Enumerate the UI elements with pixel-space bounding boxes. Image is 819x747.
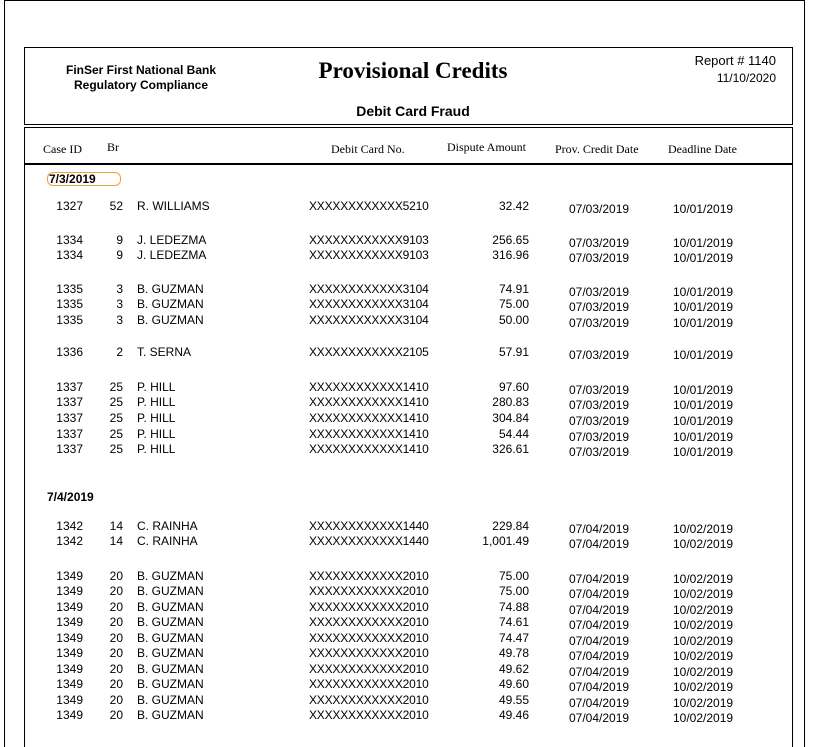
- card-number-cell: XXXXXXXXXXXX2010: [309, 677, 429, 691]
- deadline-date-cell: 10/01/2019: [673, 236, 734, 250]
- branch-cell: 20: [109, 646, 123, 660]
- prov-credit-date-cell: 07/03/2019: [569, 398, 630, 412]
- case-id-cell: 1349: [56, 600, 83, 614]
- group-date-header: 7/3/2019: [47, 172, 121, 186]
- case-id-cell: 1334: [56, 233, 83, 247]
- customer-name-cell: P. HILL: [137, 442, 176, 456]
- prov-credit-date-cell: 07/04/2019: [569, 696, 630, 710]
- table-row: [25, 631, 792, 646]
- deadline-date-cell: 10/02/2019: [673, 587, 734, 601]
- col-deadline: Deadline Date: [668, 142, 737, 156]
- customer-name-cell: B. GUZMAN: [137, 693, 204, 707]
- table-row: [25, 584, 792, 599]
- dispute-amount-cell: 49.78: [498, 646, 529, 660]
- dispute-amount-cell: 32.42: [498, 199, 529, 213]
- prov-credit-date-cell: 07/03/2019: [569, 236, 630, 250]
- dispute-amount-cell: 50.00: [498, 313, 529, 327]
- prov-credit-date-cell: 07/03/2019: [569, 300, 630, 314]
- case-id-cell: 1349: [56, 569, 83, 583]
- branch-cell: 25: [109, 427, 123, 441]
- card-number-cell: XXXXXXXXXXXX2010: [309, 693, 429, 707]
- case-id-cell: 1349: [56, 693, 83, 707]
- table-row: [25, 442, 792, 457]
- branch-cell: 14: [109, 519, 123, 533]
- branch-cell: 20: [109, 584, 123, 598]
- branch-cell: 20: [109, 708, 123, 722]
- prov-credit-date-cell: 07/03/2019: [569, 430, 630, 444]
- dispute-amount-cell: 49.60: [498, 677, 529, 691]
- dispute-amount-cell: 49.55: [498, 693, 529, 707]
- deadline-date-cell: 10/02/2019: [673, 649, 734, 663]
- card-number-cell: XXXXXXXXXXXX1410: [309, 411, 429, 425]
- card-number-cell: XXXXXXXXXXXX2010: [309, 615, 429, 629]
- card-number-cell: XXXXXXXXXXXX2010: [309, 600, 429, 614]
- customer-name-cell: B. GUZMAN: [137, 677, 204, 691]
- card-number-cell: XXXXXXXXXXXX2010: [309, 646, 429, 660]
- prov-credit-date-cell: 07/03/2019: [569, 316, 630, 330]
- prov-credit-date-cell: 07/04/2019: [569, 680, 630, 694]
- dispute-amount-cell: 1,001.49: [482, 534, 529, 548]
- dispute-amount-cell: 74.61: [498, 615, 529, 629]
- table-row: [25, 199, 792, 214]
- case-id-cell: 1349: [56, 708, 83, 722]
- case-id-cell: 1349: [56, 615, 83, 629]
- case-id-cell: 1349: [56, 646, 83, 660]
- dispute-amount-cell: 280.83: [492, 395, 529, 409]
- table-row: [25, 662, 792, 677]
- dispute-amount-cell: 49.62: [498, 662, 529, 676]
- bank-line-1: FinSer First National Bank: [65, 63, 217, 77]
- branch-cell: 20: [109, 662, 123, 676]
- table-row: [25, 395, 792, 410]
- dispute-amount-cell: 74.88: [498, 600, 529, 614]
- table-row: [25, 233, 792, 248]
- case-id-cell: 1349: [56, 677, 83, 691]
- dispute-amount-cell: 316.96: [492, 248, 529, 262]
- prov-credit-date-cell: 07/04/2019: [569, 634, 630, 648]
- dispute-amount-cell: 74.91: [498, 282, 529, 296]
- group-date-header: 7/4/2019: [47, 490, 94, 504]
- branch-cell: 20: [109, 677, 123, 691]
- deadline-date-cell: 10/02/2019: [673, 618, 734, 632]
- dispute-amount-cell: 75.00: [498, 569, 529, 583]
- card-number-cell: XXXXXXXXXXXX1410: [309, 395, 429, 409]
- table-row: [25, 677, 792, 692]
- branch-cell: 3: [116, 297, 123, 311]
- branch-cell: 20: [109, 693, 123, 707]
- card-number-cell: XXXXXXXXXXXX2105: [309, 345, 429, 359]
- card-number-cell: XXXXXXXXXXXX1410: [309, 442, 429, 456]
- deadline-date-cell: 10/01/2019: [673, 430, 734, 444]
- dispute-amount-cell: 74.47: [498, 631, 529, 645]
- deadline-date-cell: 10/02/2019: [673, 680, 734, 694]
- col-prov-date: Prov. Credit Date: [555, 142, 639, 156]
- deadline-date-cell: 10/01/2019: [673, 383, 734, 397]
- prov-credit-date-cell: 07/03/2019: [569, 348, 630, 362]
- prov-credit-date-cell: 07/04/2019: [569, 665, 630, 679]
- prov-credit-date-cell: 07/04/2019: [569, 649, 630, 663]
- branch-cell: 9: [116, 233, 123, 247]
- table-row: [25, 519, 792, 534]
- table-row: [25, 313, 792, 328]
- col-case-id: Case ID: [43, 142, 82, 156]
- deadline-date-cell: 10/01/2019: [673, 285, 734, 299]
- report-body: [24, 165, 793, 747]
- deadline-date-cell: 10/01/2019: [673, 202, 734, 216]
- card-number-cell: XXXXXXXXXXXX3104: [309, 313, 429, 327]
- card-number-cell: XXXXXXXXXXXX2010: [309, 631, 429, 645]
- case-id-cell: 1349: [56, 631, 83, 645]
- bank-line-2: Regulatory Compliance: [73, 78, 209, 92]
- case-id-cell: 1334: [56, 248, 83, 262]
- table-row: [25, 646, 792, 661]
- dispute-amount-cell: 304.84: [492, 411, 529, 425]
- col-br: Br: [107, 140, 119, 154]
- deadline-date-cell: 10/01/2019: [673, 414, 734, 428]
- deadline-date-cell: 10/02/2019: [673, 665, 734, 679]
- card-number-cell: XXXXXXXXXXXX2010: [309, 584, 429, 598]
- table-row: [25, 411, 792, 426]
- col-card: Debit Card No.: [331, 142, 405, 156]
- customer-name-cell: B. GUZMAN: [137, 631, 204, 645]
- prov-credit-date-cell: 07/04/2019: [569, 522, 630, 536]
- customer-name-cell: P. HILL: [137, 411, 176, 425]
- report-header: [24, 47, 793, 125]
- deadline-date-cell: 10/01/2019: [673, 445, 734, 459]
- branch-cell: 14: [109, 534, 123, 548]
- case-id-cell: 1327: [56, 199, 83, 213]
- case-id-cell: 1336: [56, 345, 83, 359]
- customer-name-cell: C. RAINHA: [137, 534, 198, 548]
- case-id-cell: 1335: [56, 313, 83, 327]
- branch-cell: 3: [116, 313, 123, 327]
- case-id-cell: 1337: [56, 411, 83, 425]
- branch-cell: 2: [116, 345, 123, 359]
- prov-credit-date-cell: 07/04/2019: [569, 603, 630, 617]
- report-title: Provisional Credits: [318, 58, 508, 83]
- card-number-cell: XXXXXXXXXXXX3104: [309, 297, 429, 311]
- customer-name-cell: B. GUZMAN: [137, 282, 204, 296]
- branch-cell: 20: [109, 569, 123, 583]
- customer-name-cell: B. GUZMAN: [137, 297, 204, 311]
- dispute-amount-cell: 97.60: [498, 380, 529, 394]
- column-headers: [24, 127, 793, 165]
- deadline-date-cell: 10/01/2019: [673, 398, 734, 412]
- bank-name: [25, 63, 257, 93]
- case-id-cell: 1335: [56, 297, 83, 311]
- card-number-cell: XXXXXXXXXXXX2010: [309, 708, 429, 722]
- card-number-cell: XXXXXXXXXXXX2010: [309, 569, 429, 583]
- customer-name-cell: C. RAINHA: [137, 519, 198, 533]
- prov-credit-date-cell: 07/03/2019: [569, 251, 630, 265]
- dispute-amount-cell: 75.00: [498, 584, 529, 598]
- customer-name-cell: B. GUZMAN: [137, 662, 204, 676]
- prov-credit-date-cell: 07/03/2019: [569, 383, 630, 397]
- table-row: [25, 282, 792, 297]
- deadline-date-cell: 10/02/2019: [673, 603, 734, 617]
- customer-name-cell: B. GUZMAN: [137, 569, 204, 583]
- customer-name-cell: B. GUZMAN: [137, 584, 204, 598]
- customer-name-cell: B. GUZMAN: [137, 708, 204, 722]
- prov-credit-date-cell: 07/04/2019: [569, 572, 630, 586]
- case-id-cell: 1337: [56, 395, 83, 409]
- branch-cell: 20: [109, 615, 123, 629]
- case-id-cell: 1342: [56, 534, 83, 548]
- case-id-cell: 1349: [56, 584, 83, 598]
- card-number-cell: XXXXXXXXXXXX9103: [309, 248, 429, 262]
- deadline-date-cell: 10/02/2019: [673, 522, 734, 536]
- table-row: [25, 345, 792, 360]
- table-row: [25, 534, 792, 549]
- case-id-cell: 1335: [56, 282, 83, 296]
- branch-cell: 9: [116, 248, 123, 262]
- report-subtitle: Debit Card Fraud: [356, 103, 470, 119]
- table-row: [25, 248, 792, 263]
- col-amount: Dispute Amount: [447, 140, 527, 154]
- deadline-date-cell: 10/02/2019: [673, 537, 734, 551]
- branch-cell: 3: [116, 282, 123, 296]
- table-row: [25, 708, 792, 723]
- dispute-amount-cell: 326.61: [492, 442, 529, 456]
- prov-credit-date-cell: 07/04/2019: [569, 618, 630, 632]
- branch-cell: 25: [109, 411, 123, 425]
- dispute-amount-cell: 54.44: [498, 427, 529, 441]
- customer-name-cell: P. HILL: [137, 427, 176, 441]
- page-margin: [805, 8, 819, 747]
- card-number-cell: XXXXXXXXXXXX2010: [309, 662, 429, 676]
- card-number-cell: XXXXXXXXXXXX5210: [309, 199, 429, 213]
- table-row: [25, 427, 792, 442]
- customer-name-cell: B. GUZMAN: [137, 313, 204, 327]
- prov-credit-date-cell: 07/03/2019: [569, 414, 630, 428]
- table-row: [25, 600, 792, 615]
- case-id-cell: 1337: [56, 427, 83, 441]
- branch-cell: 20: [109, 631, 123, 645]
- branch-cell: 25: [109, 380, 123, 394]
- deadline-date-cell: 10/01/2019: [673, 300, 734, 314]
- deadline-date-cell: 10/01/2019: [673, 348, 734, 362]
- dispute-amount-cell: 256.65: [492, 233, 529, 247]
- dispute-amount-cell: 49.46: [498, 708, 529, 722]
- deadline-date-cell: 10/02/2019: [673, 634, 734, 648]
- branch-cell: 25: [109, 395, 123, 409]
- branch-cell: 25: [109, 442, 123, 456]
- branch-cell: 52: [109, 199, 123, 213]
- table-row: [25, 615, 792, 630]
- dispute-amount-cell: 229.84: [492, 519, 529, 533]
- customer-name-cell: R. WILLIAMS: [137, 199, 210, 213]
- customer-name-cell: T. SERNA: [137, 345, 192, 359]
- customer-name-cell: P. HILL: [137, 395, 176, 409]
- card-number-cell: XXXXXXXXXXXX3104: [309, 282, 429, 296]
- deadline-date-cell: 10/02/2019: [673, 696, 734, 710]
- table-row: [25, 380, 792, 395]
- deadline-date-cell: 10/02/2019: [673, 711, 734, 725]
- card-number-cell: XXXXXXXXXXXX1410: [309, 380, 429, 394]
- deadline-date-cell: 10/01/2019: [673, 316, 734, 330]
- dispute-amount-cell: 75.00: [498, 297, 529, 311]
- customer-name-cell: B. GUZMAN: [137, 600, 204, 614]
- case-id-cell: 1337: [56, 380, 83, 394]
- customer-name-cell: P. HILL: [137, 380, 176, 394]
- card-number-cell: XXXXXXXXXXXX1440: [309, 519, 429, 533]
- deadline-date-cell: 10/02/2019: [673, 572, 734, 586]
- customer-name-cell: B. GUZMAN: [137, 615, 204, 629]
- card-number-cell: XXXXXXXXXXXX1440: [309, 534, 429, 548]
- report-date: 11/10/2020: [716, 71, 776, 85]
- case-id-cell: 1349: [56, 662, 83, 676]
- table-row: [25, 297, 792, 312]
- case-id-cell: 1342: [56, 519, 83, 533]
- customer-name-cell: J. LEDEZMA: [137, 233, 207, 247]
- prov-credit-date-cell: 07/03/2019: [569, 202, 630, 216]
- table-row: [25, 693, 792, 708]
- prov-credit-date-cell: 07/04/2019: [569, 711, 630, 725]
- table-row: [25, 569, 792, 584]
- card-number-cell: XXXXXXXXXXXX9103: [309, 233, 429, 247]
- dispute-amount-cell: 57.91: [498, 345, 529, 359]
- branch-cell: 20: [109, 600, 123, 614]
- prov-credit-date-cell: 07/03/2019: [569, 445, 630, 459]
- case-id-cell: 1337: [56, 442, 83, 456]
- customer-name-cell: J. LEDEZMA: [137, 248, 207, 262]
- prov-credit-date-cell: 07/03/2019: [569, 285, 630, 299]
- customer-name-cell: B. GUZMAN: [137, 646, 204, 660]
- prov-credit-date-cell: 07/04/2019: [569, 587, 630, 601]
- card-number-cell: XXXXXXXXXXXX1410: [309, 427, 429, 441]
- prov-credit-date-cell: 07/04/2019: [569, 537, 630, 551]
- report-number: Report # 1140: [694, 53, 776, 68]
- deadline-date-cell: 10/01/2019: [673, 251, 734, 265]
